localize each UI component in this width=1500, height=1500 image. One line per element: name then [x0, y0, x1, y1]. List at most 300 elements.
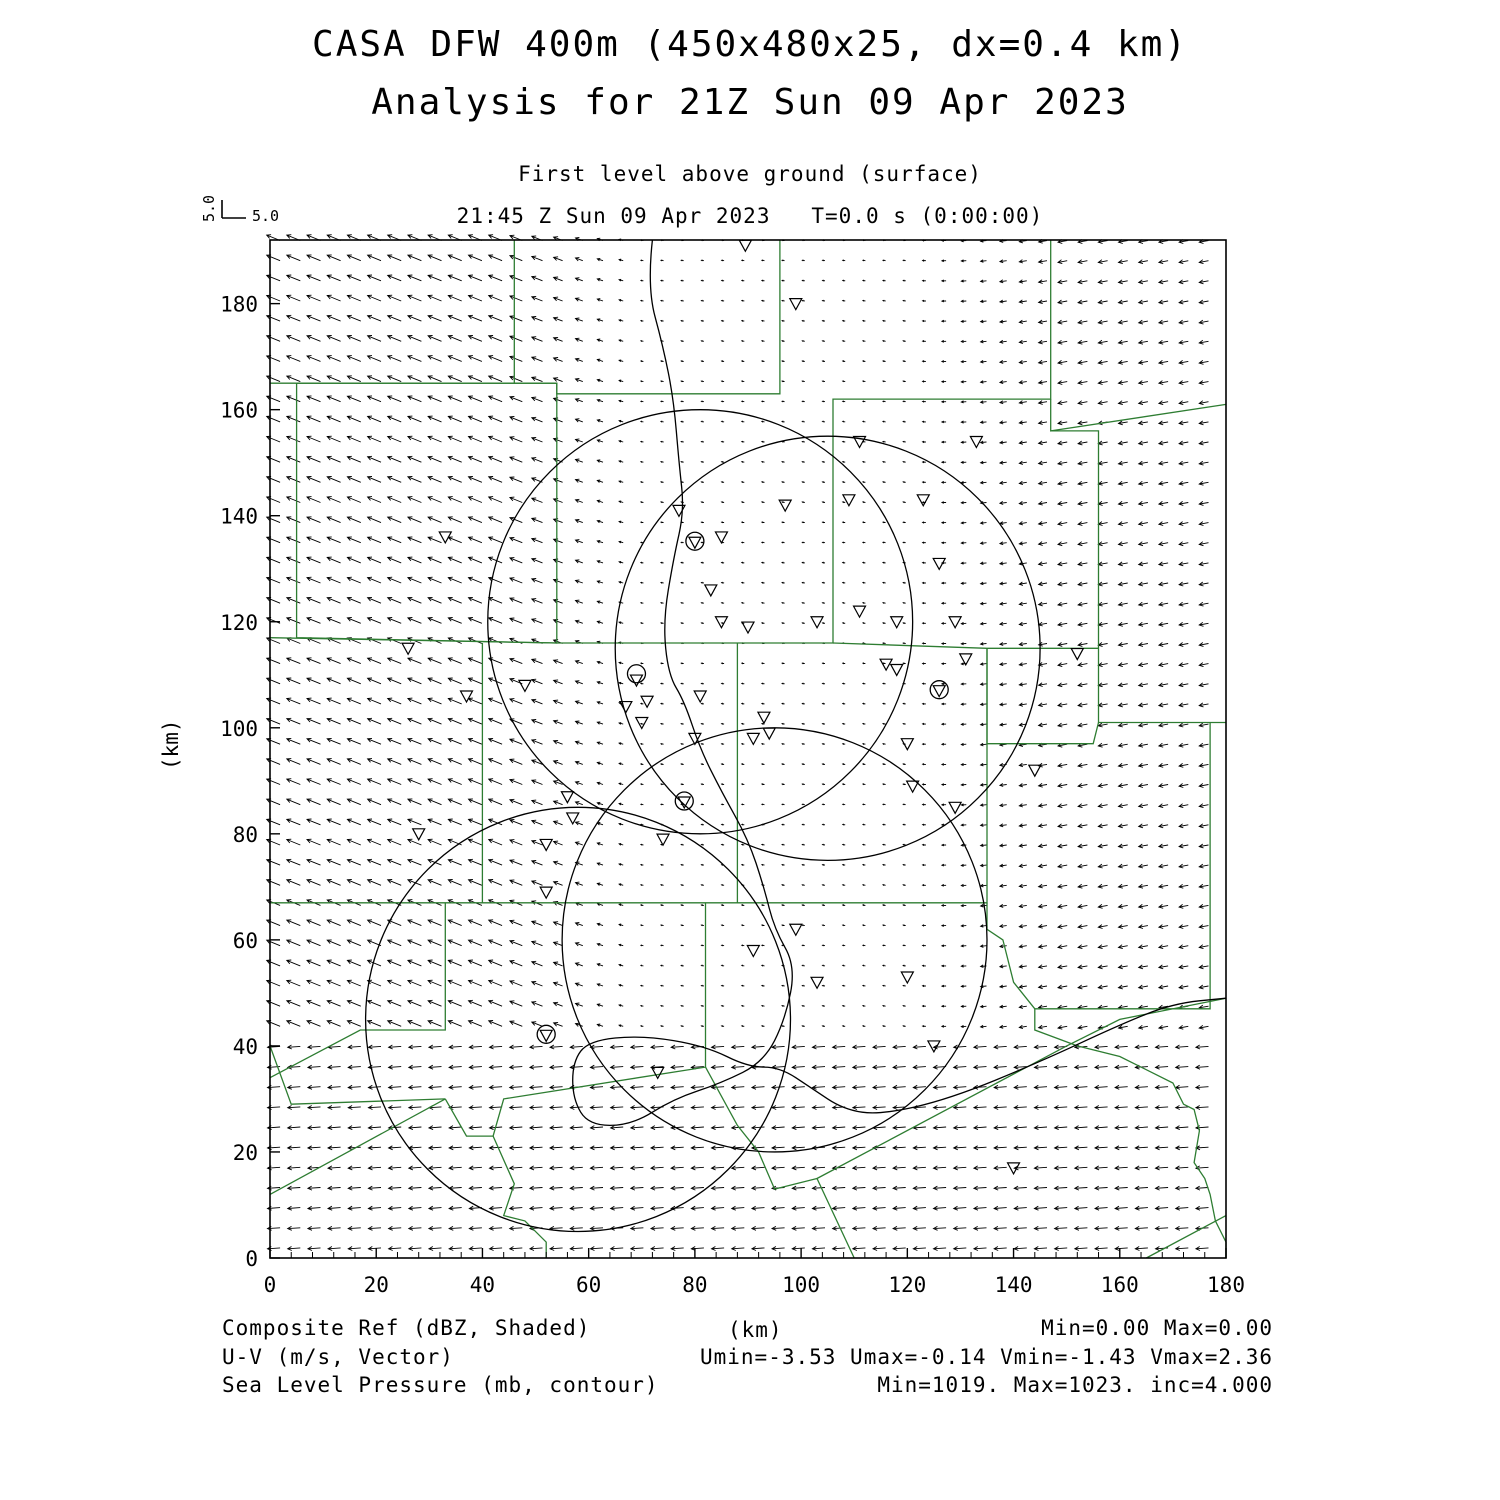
wind-vector	[1119, 381, 1128, 385]
wind-vector	[903, 643, 906, 644]
wind-vector	[1075, 1106, 1088, 1110]
wind-vector	[961, 461, 966, 463]
wind-vector	[994, 1206, 1007, 1210]
wind-vector	[429, 1226, 442, 1230]
wind-vector	[469, 1186, 482, 1190]
wind-vector	[1078, 401, 1087, 405]
wind-vector	[812, 1106, 825, 1110]
wind-vector	[812, 1085, 825, 1089]
wind-vector	[428, 658, 441, 664]
title-line-2: Analysis for 21Z Sun 09 Apr 2023	[371, 82, 1129, 123]
wind-vector	[1058, 522, 1067, 526]
wind-vector	[597, 661, 603, 664]
wind-vector	[1075, 1226, 1088, 1230]
wind-vector	[1039, 804, 1047, 808]
wind-vector	[923, 623, 926, 625]
wind-vector	[428, 880, 441, 886]
wind-vector	[782, 320, 785, 321]
wind-vector	[823, 864, 826, 865]
wind-vector	[1078, 602, 1087, 606]
wind-vector	[530, 1166, 543, 1170]
wind-vector	[641, 925, 644, 926]
wind-vector	[267, 477, 280, 483]
station-marker	[461, 691, 473, 702]
wind-vector	[611, 1146, 624, 1150]
wind-vector	[681, 945, 684, 946]
wind-vector	[347, 779, 360, 785]
wind-vector	[1139, 763, 1148, 767]
wind-vector	[942, 260, 946, 262]
wind-vector	[267, 819, 280, 825]
wind-vector	[510, 820, 522, 825]
wind-vector	[308, 1085, 321, 1089]
wind-vector	[287, 738, 301, 744]
wind-vector	[1199, 300, 1208, 304]
wind-vector	[347, 859, 360, 865]
wind-vector	[1000, 663, 1007, 666]
wind-vector	[961, 280, 966, 282]
wind-vector	[1039, 260, 1047, 264]
wind-vector	[389, 1045, 402, 1049]
wind-vector	[1058, 602, 1067, 606]
wind-vector	[802, 602, 805, 603]
wind-vector	[347, 819, 360, 825]
wind-vector	[1139, 401, 1148, 405]
wind-vector	[328, 1206, 341, 1210]
wind-vector	[843, 965, 846, 966]
wind-vector	[327, 416, 340, 422]
wind-vector	[1139, 522, 1148, 526]
wind-vector	[691, 1226, 704, 1230]
wind-vector	[742, 522, 745, 523]
wind-vector	[802, 764, 805, 765]
wind-vector	[1156, 1166, 1169, 1170]
wind-vector	[1078, 522, 1087, 526]
wind-vector	[576, 661, 583, 664]
wind-vector	[934, 1106, 947, 1110]
wind-vector	[389, 1106, 402, 1110]
wind-vector	[1039, 522, 1047, 526]
wind-vector	[448, 658, 461, 664]
wind-vector	[489, 940, 502, 946]
wind-vector	[597, 540, 603, 543]
wind-vector	[267, 638, 280, 644]
wind-vector	[742, 784, 745, 785]
wind-vector	[712, 1065, 725, 1069]
wind-vector	[691, 1106, 704, 1110]
wind-vector	[347, 436, 360, 442]
wind-vector	[923, 663, 926, 665]
wind-vector	[428, 960, 441, 966]
wind-vector	[812, 1206, 825, 1210]
wind-vector	[843, 824, 846, 825]
wind-vector	[1098, 904, 1107, 908]
wind-vector	[532, 417, 543, 422]
wind-vector	[1159, 663, 1168, 667]
wind-vector	[722, 502, 725, 503]
wind-vector	[1139, 925, 1148, 929]
wind-vector	[1159, 522, 1168, 526]
wind-vector	[1179, 904, 1188, 908]
wind-vector	[942, 421, 946, 423]
wind-vector	[1159, 683, 1168, 687]
wind-vector	[408, 1021, 422, 1027]
wind-vector	[913, 1166, 926, 1170]
footer-slp-range: Min=1019. Max=1023. inc=4.000	[877, 1373, 1273, 1397]
wind-vector	[772, 1166, 785, 1170]
wind-vector	[1058, 723, 1067, 727]
wind-vector	[782, 461, 785, 462]
wind-vector	[782, 804, 785, 805]
wind-vector	[307, 295, 321, 301]
wind-vector	[348, 1166, 361, 1170]
wind-vector	[428, 738, 441, 744]
wind-vector	[823, 441, 826, 442]
wind-vector	[1159, 582, 1168, 586]
wind-vector	[1019, 703, 1027, 706]
wind-vector	[903, 663, 906, 664]
wind-vector	[489, 396, 502, 402]
wind-vector	[961, 340, 966, 342]
wind-vector	[1039, 401, 1047, 405]
wind-vector	[348, 1247, 361, 1251]
wind-vector	[1000, 542, 1007, 545]
wind-vector	[863, 683, 866, 684]
wind-vector	[448, 255, 461, 261]
wind-vector	[287, 376, 301, 382]
wind-vector	[597, 964, 603, 967]
wind-vector	[267, 497, 280, 503]
wind-vector	[327, 275, 340, 281]
wind-vector	[347, 456, 360, 462]
wind-vector	[1058, 582, 1067, 586]
wind-vector	[883, 502, 886, 503]
station-marker	[928, 1041, 940, 1052]
wind-vector	[287, 315, 301, 321]
wind-vector	[530, 1146, 543, 1150]
wind-vector	[823, 965, 826, 966]
wind-vector	[554, 1002, 563, 1006]
wind-vector	[1000, 360, 1007, 363]
wind-vector	[267, 718, 280, 724]
wind-vector	[742, 320, 745, 321]
wind-vector	[981, 421, 987, 424]
wind-vector	[843, 723, 846, 724]
wind-vector	[287, 779, 301, 785]
wind-vector	[863, 461, 866, 462]
wind-vector	[1199, 864, 1208, 868]
wind-vector	[661, 804, 664, 805]
wind-vector	[449, 1146, 462, 1150]
wind-vector	[288, 1166, 301, 1170]
wind-vector	[469, 456, 482, 462]
wind-vector	[308, 1045, 321, 1049]
wind-vector	[510, 940, 522, 945]
wind-vector	[1135, 1226, 1148, 1230]
wind-vector	[742, 300, 745, 301]
wind-vector	[408, 497, 422, 503]
wind-vector	[893, 1247, 906, 1251]
county-line	[1051, 431, 1226, 723]
wind-vector	[409, 1206, 422, 1210]
wind-vector	[389, 1065, 402, 1069]
wind-vector	[327, 799, 340, 805]
wind-vector	[1058, 824, 1067, 828]
wind-vector	[1039, 421, 1047, 425]
wind-vector	[823, 844, 826, 845]
wind-vector	[942, 643, 946, 645]
wind-vector	[802, 784, 805, 785]
wind-vector	[1019, 542, 1027, 545]
wind-vector	[701, 300, 704, 301]
wind-vector	[883, 341, 886, 342]
wind-vector	[469, 980, 482, 986]
wind-vector	[368, 698, 381, 704]
wind-vector	[712, 1045, 725, 1049]
wind-vector	[802, 280, 805, 281]
wind-vector	[903, 925, 906, 926]
wind-vector	[1000, 461, 1007, 464]
wind-vector	[1119, 925, 1128, 929]
wind-vector	[428, 376, 441, 382]
wind-vector	[863, 361, 866, 362]
wind-vector	[641, 623, 644, 624]
wind-vector	[429, 1126, 442, 1130]
wind-vector	[1019, 804, 1027, 807]
wind-vector	[1039, 703, 1047, 707]
wind-vector	[408, 859, 422, 865]
wind-vector	[489, 436, 502, 442]
wind-vector	[843, 784, 846, 785]
wind-vector	[348, 1045, 361, 1049]
wind-vector	[1019, 461, 1027, 464]
wind-vector	[1000, 703, 1007, 706]
wind-vector	[570, 1247, 583, 1251]
wind-vector	[576, 278, 583, 281]
wind-vector	[327, 678, 340, 684]
wind-vector	[1058, 804, 1067, 808]
wind-vector	[1159, 864, 1168, 868]
wind-vector	[893, 1166, 906, 1170]
wind-vector	[327, 295, 340, 301]
wind-vector	[981, 602, 987, 605]
wind-vector	[327, 456, 340, 462]
wind-vector	[701, 804, 704, 805]
wind-vector	[1139, 683, 1148, 687]
wind-vector	[287, 859, 301, 865]
wind-vector	[1156, 1186, 1169, 1190]
wind-vector	[408, 980, 422, 986]
wind-vector	[327, 557, 340, 563]
wind-vector	[923, 1005, 926, 1007]
wind-vector	[530, 1206, 543, 1210]
wind-vector	[448, 859, 461, 865]
wind-vector	[1179, 844, 1188, 848]
wind-vector	[1058, 985, 1067, 989]
wind-vector	[288, 1206, 301, 1210]
wind-vector	[448, 295, 461, 301]
wind-vector	[327, 920, 340, 926]
wind-vector	[1000, 884, 1007, 887]
wind-vector	[1055, 1186, 1068, 1190]
wind-vector	[961, 985, 966, 987]
wind-vector	[671, 1226, 684, 1230]
wind-vector	[863, 300, 866, 301]
wind-vector	[883, 864, 886, 865]
wind-vector	[1199, 683, 1208, 687]
wind-vector	[1119, 844, 1128, 848]
wind-vector	[1039, 924, 1047, 928]
wind-vector	[641, 522, 644, 523]
wind-vector	[576, 298, 583, 301]
wind-vector	[267, 295, 280, 301]
wind-vector	[469, 376, 482, 382]
wind-vector	[661, 602, 664, 603]
y-tick-label: 180	[220, 292, 258, 317]
y-tick-label: 120	[220, 610, 258, 635]
wind-vector	[388, 698, 402, 704]
wind-vector	[1055, 1065, 1068, 1069]
wind-vector	[597, 943, 603, 946]
wind-vector	[1098, 300, 1107, 304]
wind-vector	[1095, 1106, 1108, 1110]
wind-vector	[863, 1005, 866, 1006]
wind-vector	[873, 1045, 886, 1049]
wind-vector	[554, 962, 563, 966]
wind-vector	[823, 260, 826, 261]
wind-vector	[782, 864, 785, 865]
wind-vector	[287, 839, 301, 845]
wind-vector	[942, 461, 946, 463]
wind-vector	[307, 678, 321, 684]
wind-vector	[823, 320, 826, 321]
wind-vector	[368, 577, 381, 583]
wind-vector	[469, 1085, 482, 1089]
wind-vector	[408, 698, 422, 704]
wind-vector	[913, 1247, 926, 1251]
wind-vector	[961, 965, 966, 967]
wind-vector	[307, 557, 321, 563]
wind-vector	[619, 521, 623, 523]
wind-vector	[1058, 300, 1067, 304]
wind-vector	[863, 623, 866, 624]
wind-vector	[661, 381, 664, 382]
wind-vector	[1159, 965, 1168, 969]
wind-vector	[802, 482, 805, 483]
wind-vector	[368, 1226, 381, 1230]
wind-vector	[823, 663, 826, 664]
wind-vector	[661, 663, 664, 664]
wind-vector	[532, 397, 543, 402]
wind-vector	[510, 1021, 522, 1026]
wind-vector	[1039, 985, 1047, 989]
wind-vector	[1098, 461, 1107, 465]
wind-vector	[661, 885, 664, 886]
wind-vector	[802, 985, 805, 986]
wind-vector	[1159, 985, 1168, 989]
wind-vector	[1078, 622, 1087, 626]
wind-vector	[883, 1026, 886, 1027]
wind-vector	[1098, 320, 1107, 324]
wind-vector	[1176, 1247, 1189, 1251]
wind-vector	[1156, 1065, 1169, 1069]
x-tick-label: 40	[469, 1273, 496, 1297]
wind-vector	[701, 743, 704, 744]
wind-vector	[267, 859, 280, 865]
wind-vector	[1034, 1065, 1047, 1069]
wind-vector	[833, 1186, 846, 1190]
wind-vector	[701, 482, 704, 483]
wind-vector	[267, 880, 280, 886]
wind-vector	[701, 602, 704, 603]
wind-vector	[510, 961, 522, 966]
wind-vector	[576, 358, 583, 361]
wind-vector	[883, 643, 886, 644]
wind-vector	[1159, 441, 1168, 445]
wind-vector	[1058, 844, 1067, 848]
wind-vector	[1039, 340, 1047, 344]
wind-vector	[308, 1206, 321, 1210]
wind-vector	[961, 824, 966, 826]
wind-vector	[590, 1166, 603, 1170]
pressure-contours	[573, 240, 1226, 1125]
wind-vector	[681, 764, 684, 765]
wind-vector	[408, 799, 422, 805]
wind-vector	[576, 822, 583, 825]
wind-vector	[307, 376, 321, 382]
wind-vector	[883, 844, 886, 845]
wind-vector	[641, 602, 644, 603]
wind-vector	[1095, 1065, 1108, 1069]
wind-vector	[1095, 1186, 1108, 1190]
wind-vector	[954, 1166, 967, 1170]
wind-vector	[1078, 763, 1087, 767]
wind-vector	[428, 920, 441, 926]
wind-vector	[428, 819, 441, 825]
wind-vector	[981, 1025, 987, 1028]
wind-vector	[287, 819, 301, 825]
wind-vector	[510, 376, 522, 381]
wind-vector	[802, 623, 805, 624]
wind-vector	[428, 416, 441, 422]
wind-vector	[428, 839, 441, 845]
y-tick-label: 20	[232, 1140, 258, 1165]
wind-vector	[1000, 904, 1007, 907]
wind-vector	[923, 784, 926, 786]
station-marker	[402, 643, 414, 654]
wind-vector	[1119, 421, 1128, 425]
wind-vector	[712, 1106, 725, 1110]
wind-vector	[1196, 1146, 1209, 1150]
wind-vector	[1135, 1247, 1148, 1251]
wind-vector	[368, 456, 381, 462]
wind-vector	[712, 1146, 725, 1150]
footer-ref-label: Composite Ref (dBZ, Shaded)	[222, 1316, 591, 1340]
wind-vector	[1119, 360, 1128, 364]
wind-vector	[1000, 381, 1007, 384]
wind-vector	[550, 1065, 563, 1069]
station-marker	[949, 617, 961, 628]
wind-vector	[554, 297, 563, 301]
wind-vector	[327, 1021, 340, 1027]
station-marker	[811, 617, 823, 628]
wind-vector	[782, 401, 785, 402]
wind-vector	[954, 1065, 967, 1069]
wind-vector	[833, 1146, 846, 1150]
wind-vector	[267, 577, 280, 583]
time-label: 21:45 Z Sun 09 Apr 2023 T=0.0 s (0:00:00)	[456, 204, 1044, 228]
wind-vector	[863, 502, 866, 503]
